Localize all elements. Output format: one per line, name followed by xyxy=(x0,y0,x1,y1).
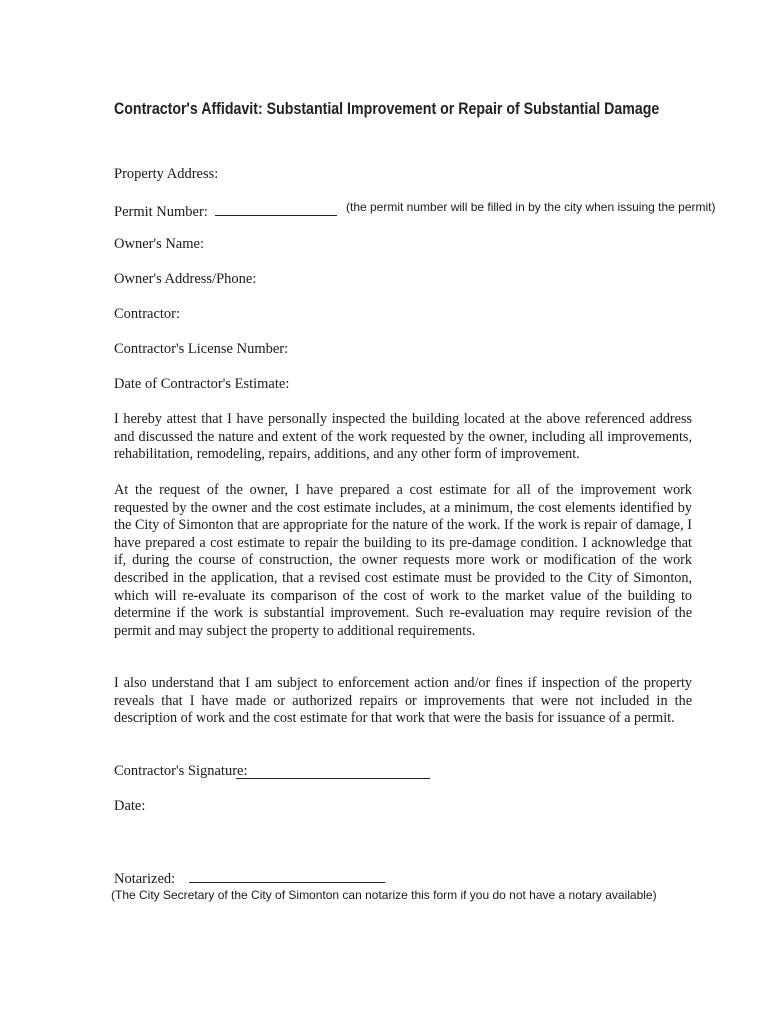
attestation-paragraph: I hereby attest that I have personally inspected the building located at the above referenced address and discussed the nature and extent of the work requested by the owner, including all improvements, rehabilitation, remodeling, repairs, additions, and any other form of improvement. xyxy=(114,411,692,463)
enforcement-paragraph: I also understand that I am subject to enforcement action and/or fines if inspection of the property reveals that I have made or authorized repairs or improvements that were not included in the description of work and the cost estimate for that work that were the basis for issuance of a permit. xyxy=(114,675,692,727)
owners-name-label: Owner's Name: xyxy=(114,236,204,252)
permit-number-note: (the permit number will be filled in by the city when issuing the permit) xyxy=(346,200,716,214)
owners-address-phone-label: Owner's Address/Phone: xyxy=(114,271,257,287)
contractor-license-label: Contractor's License Number: xyxy=(114,341,289,357)
permit-number-blank[interactable] xyxy=(215,201,337,216)
signature-label: Contractor's Signature: xyxy=(114,763,248,779)
estimate-date-label: Date of Contractor's Estimate: xyxy=(114,376,290,392)
permit-number-label: Permit Number: xyxy=(114,204,208,220)
notarized-label: Notarized: xyxy=(114,871,176,887)
date-label: Date: xyxy=(114,798,146,814)
notarized-blank[interactable] xyxy=(189,868,385,883)
signature-row xyxy=(114,763,248,780)
notary-note: (The City Secretary of the City of Simonton can notarize this form if you do not have a notary available) xyxy=(111,888,657,902)
permit-number-row xyxy=(114,201,337,221)
notarized-row xyxy=(114,868,385,888)
page-title: Contractor's Affidavit: Substantial Improvement or Repair of Substantial Damage xyxy=(114,100,660,118)
contractor-label: Contractor: xyxy=(114,306,181,322)
property-address-label: Property Address: xyxy=(114,166,219,182)
signature-blank[interactable] xyxy=(236,764,430,779)
cost-estimate-paragraph: At the request of the owner, I have prepared a cost estimate for all of the improvement work requested by the owner and the cost estimate includes, at a minimum, the cost elements identified by the City of Simonton that are appropriate for the nature of the work. If the work is repair of damage, I have prepared a cost estimate to repair the building to its pre-damage condition. I acknowledge that if, during the course of construction, the owner requests more work or modification of the work described in the application, that a revised cost estimate must be provided to the City of Simonton, which will re-evaluate its comparison of the cost of work to the market value of the building to determine if the work is substantial improvement. Such re-evaluation may require revision of the permit and may subject the property to additional requirements. xyxy=(114,482,692,639)
